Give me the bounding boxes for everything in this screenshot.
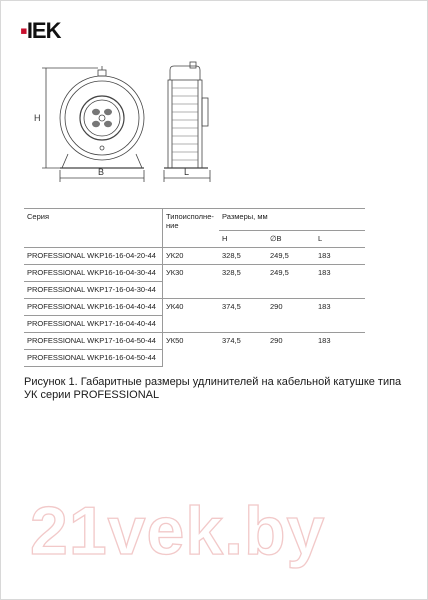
header-b: ∅B <box>267 231 315 248</box>
iek-logo <box>20 18 61 44</box>
cell-series: PROFESSIONAL WKP16-16-04-50-44 <box>24 350 163 367</box>
header-l: L <box>315 231 365 248</box>
dim-l-label: L <box>184 167 190 177</box>
cable-reel-drawing <box>20 58 260 188</box>
dim-b-label: B <box>98 167 105 177</box>
table-row <box>24 333 365 350</box>
cell-type: УК20 <box>163 248 220 265</box>
cell-type: УК30 <box>163 265 220 299</box>
dimensions-table <box>24 208 365 367</box>
cell-b: 249,5 <box>267 248 315 265</box>
cell-series: PROFESSIONAL WKP17-16-04-30-44 <box>24 282 163 299</box>
cell-b: 290 <box>267 333 315 367</box>
header-dims: Размеры, мм <box>219 209 365 231</box>
header-series: Серия <box>24 209 163 248</box>
header-h: H <box>219 231 267 248</box>
cell-h: 328,5 <box>219 248 267 265</box>
logo-mark: ▪ <box>20 18 27 43</box>
cell-l: 183 <box>315 265 365 299</box>
logo-text: IEK <box>26 18 61 43</box>
cell-h: 374,5 <box>219 333 267 367</box>
table-row <box>24 265 365 282</box>
cell-type: УК40 <box>163 299 220 333</box>
table-row <box>24 299 365 316</box>
cell-series: PROFESSIONAL WKP16-16-04-40-44 <box>24 299 163 316</box>
dim-h-label: H <box>34 113 41 123</box>
cell-b: 249,5 <box>267 265 315 299</box>
cell-series: PROFESSIONAL WKP16-16-04-20-44 <box>24 248 163 265</box>
cell-series: PROFESSIONAL WKP17-16-04-40-44 <box>24 316 163 333</box>
header-type: Типоисполне-ние <box>163 209 220 248</box>
table-row <box>24 248 365 265</box>
watermark: 21vek.by <box>30 493 326 569</box>
cell-h: 328,5 <box>219 265 267 299</box>
cell-l: 183 <box>315 248 365 265</box>
cell-series: PROFESSIONAL WKP17-16-04-50-44 <box>24 333 163 350</box>
cell-series: PROFESSIONAL WKP16-16-04-30-44 <box>24 265 163 282</box>
table-header-row <box>24 209 365 231</box>
figure-caption: Рисунок 1. Габаритные размеры удлинителей на кабельной катушке типа УК серии PROFESSIONAL <box>24 376 402 401</box>
cell-l: 183 <box>315 299 365 333</box>
cell-l: 183 <box>315 333 365 367</box>
cell-b: 290 <box>267 299 315 333</box>
cell-type: УК50 <box>163 333 220 367</box>
cell-h: 374,5 <box>219 299 267 333</box>
